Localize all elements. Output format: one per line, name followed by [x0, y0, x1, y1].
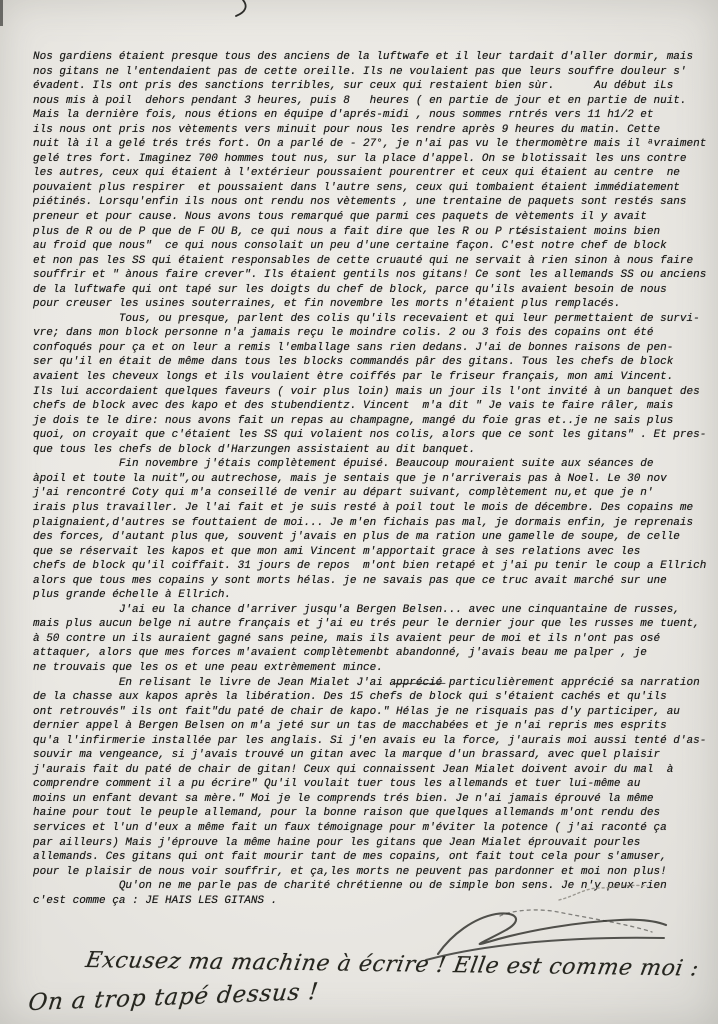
typed-line: nuit là il a gelé trés trés fort. On a parlé de - 27°, je n'ai pas vu le thermomètre mais il ᵃvraiment — [33, 138, 707, 151]
handwritten-note-line2: On a trop tapé dessus ! — [26, 978, 321, 1017]
typed-line: que se réservait les kapos et que mon ami Vincent m'apportait grace à ses relations avec les — [33, 545, 641, 558]
typed-line: je dois te le dire: nous avons fait un repas au champagne, mangé du foie gras et..je ne sais plus — [33, 414, 674, 427]
typed-line: souffrir et " ànous faire crever". Ils étaient gentils nos gitans! Ce sont les allemands SS ou anciens — [33, 269, 707, 282]
typed-line: pour le plaisir de nous voir souffrir, et ça,les morts ne peuvent pas pardonner et moi non plus! — [33, 865, 667, 878]
typed-line: Tous, ou presque, parlent des colis qu'ils recevaient et qui leur permettaient de survi- — [33, 312, 700, 325]
letter-body — [33, 50, 705, 908]
typed-line: preneur et pour cause. Nous avons tous remarqué que parmi ces paquets de vètements il y avait — [33, 211, 647, 224]
typed-line: piétinés. Lorsqu'enfin ils nous ont rendu nos vètements , une trentaine de paquets sont restés sans — [33, 196, 687, 209]
typed-line: J'ai eu la chance d'arriver jusqu'a Bergen Belsen... avec une cinquantaine de russes, — [33, 603, 680, 616]
typed-line: ils nous ont pris nos vètements vers minuit pour nous les rendre après 9 heures du matin. Cette — [33, 123, 661, 136]
typed-line: plaignaient,d'autres se fouttaient de moi... Je m'en fichais pas mal, je dormais enfin, je reprenais — [33, 516, 694, 529]
typed-line: attaquer, alors que mes forces m'avaient complètemenbt abandonné, j'avais beau me palper , je — [33, 647, 647, 660]
typed-line: à 50 contre un ils auraient gagné sans peine, mais ils avaient peur de moi et ils n'ont pas osé — [33, 632, 661, 645]
typed-line: plus de R ou de P que de F OU B, ce qui nous a fait dire que les R ou P rt̶ésistaient moins bien — [33, 225, 661, 238]
handwritten-note-line1: Excusez ma machine à écrire ! Elle est comme moi : — [83, 948, 701, 982]
typed-line: mais plus aucun belge ni autre français et j'ai eu trés peur le dernier jour que les russes me tuent, — [33, 618, 700, 631]
typed-line: nos gitans ne l'entendaient pas de cette oreille. Ils ne voulaient pas que leurs souffre douleur s' — [33, 65, 687, 78]
handwritten-mark-top — [222, 0, 266, 20]
typed-line: ser qu'il en était de même dans tous les blocks commandés pâr des gitans. Tous les chefs de block — [33, 356, 674, 369]
typed-line: des forces, d'autant plus que, souvent j'avais en plus de ma ration une gamelle de soupe, de celle — [33, 531, 680, 544]
typed-line: nous mis à poil dehors pendant 3 heures, puis 8 heures ( en partie de jour et en partie de nuit. — [33, 94, 687, 107]
typed-line: confoqués pour ça et on leur a remis l'emballage sans rien dedans. J'ai de bonnes raisons de pen- — [33, 341, 674, 354]
typed-line: pouvaient plus respirer et poussaient dans l'autre sens, ceux qui tombaient étaient immédiatement — [33, 181, 680, 194]
typed-line: Qu'on ne me parle pas de charité chrétienne ou de simple bon sens. Je n'y peux rien — [33, 880, 667, 893]
typed-line: avaient les cheveux longs et ils voulaient ètre coiffés par le friseur français, mon ami Vincent. — [33, 371, 674, 384]
typed-line: Fin novembre j'étais complètement épuisé. Beaucoup mouraient suite aux séances de — [33, 458, 654, 471]
typed-line: plus grande échelle à Ellrich. — [33, 589, 232, 602]
typed-line: et non pas les SS qui étaient responsables de cette cruauté qui ne servait à rien sinon à nous faire — [33, 254, 694, 267]
typed-line: souvir ma vengeance, si j'avais trouvé un gitan avec la marque d'un brassard, avec quel plaisir — [33, 749, 661, 762]
typed-line: dernier appel à Bergen Belsen on m'a jeté sur un tas de macchabées et je n'ai repris mes esprits — [33, 720, 667, 733]
typed-line: par ailleurs) Mais j'éprouve la même haine pour les gitans que Jean Mialet éprouvait pourles — [33, 836, 641, 849]
typed-line: allemands. Ces gitans qui ont fait mourir tant de mes copains, ont fait tout cela pour s'amuser, — [33, 851, 667, 864]
typed-line: quoi, on croyait que c'étaient les SS qui volaient nos colis, alors que ce sont les gitans" . Et pres- — [33, 429, 707, 442]
typed-line: chefs de block qu'il coiffait. 31 jours de repos m'ont bien retapé et j'ai pu tenir le coup a Ellrich — [33, 560, 707, 573]
typed-line: alors que tous mes copains y sont morts hélas. je ne savais pas que ce truc avait marché sur une — [33, 574, 667, 587]
typed-line: les autres, ceux qui étaient à l'extérieur poussaient pourentrer et ceux qui étaient au centre ne — [33, 167, 680, 180]
typed-line: j'ai rencontré Coty qui m'a conseillé de venir au départ suivant, complètement nu,et que je n' — [33, 487, 654, 500]
typed-line: services et l'un d'eux a même fait un faux témoignage pour m'éviter la potence ( j'ai raconté ça — [33, 821, 667, 834]
typed-line: ont retrouvés" ils ont fait"du paté de chair de kapo." Hélas je ne risquais pas d'y participer, au — [33, 705, 680, 718]
typed-line: Mais la dernière fois, nous étions en équipe d'aprés-midi , nous sommes rntrés vers 11 h1/2 et — [33, 109, 654, 122]
typed-line: moins un enfant devant sa mère." Moi je le comprends trés bien. Je n'ai jamais éprouvé la même — [33, 792, 654, 805]
typed-line: àpoil et toute la nuit",ou autrechose, mais je sentais que je n'arriverais pas à Noel. Le 30 nov — [33, 472, 667, 485]
typed-line: c'est comme ça : JE HAIS LES GITANS . — [33, 894, 278, 907]
typed-line: En relisant le livre de Jean Mialet J'ai a̶p̶p̶r̶é̶c̶i̶é̶ particulièrement apprécié sa narration — [33, 676, 700, 689]
typed-line: Nos gardiens étaient presque tous des anciens de la luftwafe et il leur tardait d'aller dormir, mais — [33, 51, 694, 63]
typed-line: pour creuser les usines souterraines, et fin novembre les morts n'étaient plus remplacés. — [33, 298, 621, 311]
typed-line: Ils lui accordaient quelques faveurs ( voir plus loin) mais un jour ils l'ont invité à un banquet des — [33, 385, 700, 398]
typed-line: de la chasse aux kapos après la libération. Des 15 chefs de block qui s'étaient cachés et qu'ils — [33, 691, 667, 704]
typed-line: qu'a l'infirmerie installée par les anglais. Si j'en avais eu la force, j'aurais moi aussi tenté d'as- — [33, 734, 707, 747]
typed-line: ne trouvais que les os et une peau extrèmement mince. — [33, 661, 383, 674]
typed-line: chefs de block avec des kapo et des stubendientz. Vincent m'a dit " Je vais te faire râler, mais — [33, 400, 674, 413]
typed-line: gelé tres fort. Imaginez 700 hommes tout nus, sur la place d'appel. On se blotissait les uns contre — [33, 152, 687, 165]
typed-line: de la luftwafe qui ont tapé sur les doigts du chef de block, parce qu'ils avaient besoin de nous — [33, 283, 667, 296]
typed-line: comprendre comment il a pu écrire" Qu'il voulait tuer tous les allemands et tuer lui-même au — [33, 778, 641, 791]
typed-line: évadent. Ils ont pris des sanctions terribles, sur ceux qui restaient bien sùr. Au début iLs — [33, 80, 674, 93]
typed-line: irais plus travailler. Je l'ai fait et je suis resté à poil tout le mois de décembre. Des copains me — [33, 501, 694, 514]
typed-line: haine pour tout le peuple allemand, pour la bonne raison que quelques allemands m'ont rendu des — [33, 807, 661, 820]
typed-line: au froid que nous" ce qui nous consolait un peu d'une certaine façon. C'est notre chef de block — [33, 240, 667, 253]
typed-line: vre; dans mon block personne n'a jamais reçu le moindre colis. 2 ou 3 fois des copains ont été — [33, 327, 654, 340]
typed-line: que tous les chefs de block d'Harzungen assistaient au dit banquet. — [33, 443, 476, 456]
typed-line: j'aurais fait du paté de chair de gitan! Ceux qui connaissent Jean Mialet doivent avoir du mal à — [33, 763, 674, 776]
